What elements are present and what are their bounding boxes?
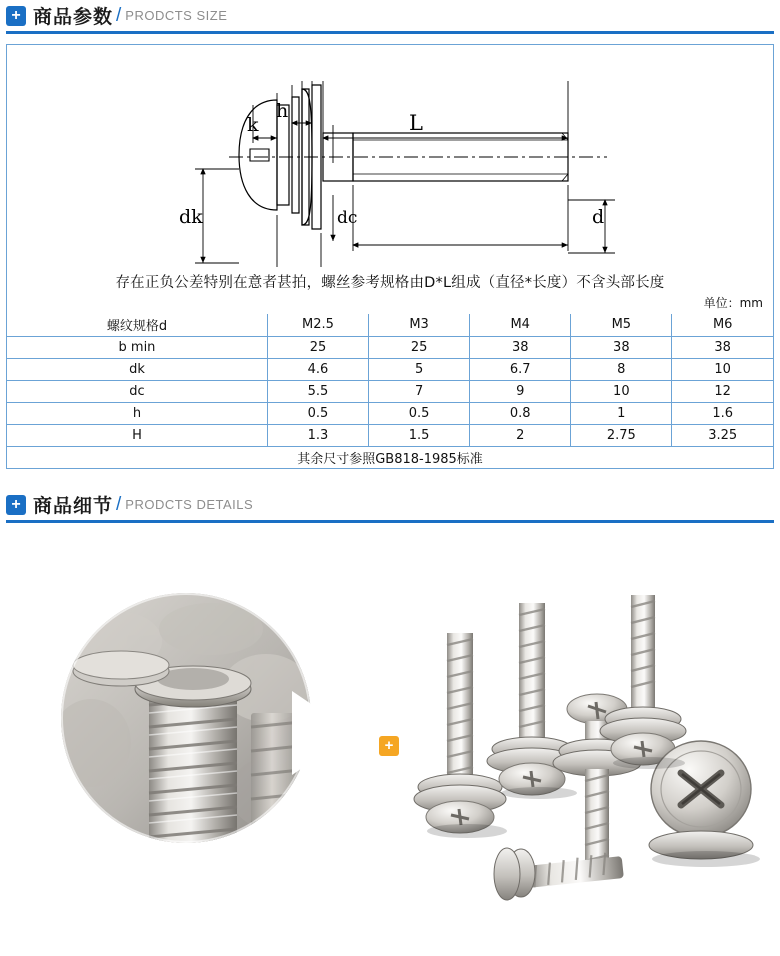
plus-badge-icon: + [379, 736, 399, 756]
table-cell: 8 [571, 358, 672, 380]
section-title-separator: / [116, 4, 122, 26]
spec-table [7, 314, 773, 468]
table-row [7, 336, 773, 358]
section-title-cn: 商品参数 [33, 6, 114, 28]
table-cell: 38 [571, 336, 672, 358]
product-detail-photos [6, 573, 774, 953]
table-cell: M5 [571, 314, 672, 336]
row-label: dc [7, 380, 267, 402]
table-cell: 10 [672, 358, 773, 380]
table-cell: 4.6 [267, 358, 368, 380]
table-cell: M2.5 [267, 314, 368, 336]
label-k: k [247, 114, 259, 136]
table-cell: 38 [470, 336, 571, 358]
table-cell: M6 [672, 314, 773, 336]
zoom-photo [61, 593, 311, 843]
table-cell: 10 [571, 380, 672, 402]
zoom-photo-caption [6, 573, 7, 574]
table-cell: 5.5 [267, 380, 368, 402]
table-cell: 0.8 [470, 402, 571, 424]
table-cell: 2.75 [571, 424, 672, 446]
group-photo-caption [6, 573, 7, 574]
row-label: dk [7, 358, 267, 380]
section-header-details [6, 489, 774, 523]
row-label: H [7, 424, 267, 446]
section-header-params [6, 0, 774, 34]
tolerance-note: 存在正负公差特别在意者甚拍，螺丝参考规格由D*L组成（直径*长度）不含头部长度 [115, 275, 665, 291]
table-footer-row [7, 446, 773, 468]
technical-drawing [7, 45, 773, 267]
section-title-separator: / [116, 493, 122, 515]
table-cell: 2 [470, 424, 571, 446]
table-cell: 38 [672, 336, 773, 358]
label-d: d [592, 206, 605, 228]
unit-label: 单位：mm [703, 296, 763, 310]
section-title-en: PRODCTS SIZE [125, 8, 228, 23]
table-cell: 1.6 [672, 402, 773, 424]
plus-icon: + [6, 495, 26, 515]
label-h: h [276, 100, 289, 122]
table-cell: 1.3 [267, 424, 368, 446]
table-cell: 0.5 [369, 402, 470, 424]
table-cell: 6.7 [470, 358, 571, 380]
table-cell: 12 [672, 380, 773, 402]
label-dc: dc [337, 208, 358, 228]
table-cell: 3.25 [672, 424, 773, 446]
label-dk: dk [179, 206, 203, 228]
table-cell: 0.5 [267, 402, 368, 424]
row-label: h [7, 402, 267, 424]
arrow-pointer-icon [292, 691, 354, 775]
table-cell: 1.5 [369, 424, 470, 446]
table-row [7, 358, 773, 380]
section-title-en: PRODCTS DETAILS [125, 497, 254, 512]
table-cell: 25 [267, 336, 368, 358]
table-row [7, 424, 773, 446]
table-cell: 25 [369, 336, 470, 358]
table-footer-note: 其余尺寸参照GB818-1985标准 [7, 446, 773, 468]
table-cell: M3 [369, 314, 470, 336]
table-cell: 5 [369, 358, 470, 380]
table-row [7, 402, 773, 424]
label-L: L [409, 111, 423, 135]
section-title-cn: 商品细节 [33, 495, 114, 517]
table-cell: 9 [470, 380, 571, 402]
table-row [7, 314, 773, 336]
table-row [7, 380, 773, 402]
row-label: b min [7, 336, 267, 358]
group-photo [401, 573, 771, 913]
table-cell: 1 [571, 402, 672, 424]
row-label: 螺纹规格d [7, 314, 267, 336]
label-b [453, 266, 466, 267]
spec-block [6, 44, 774, 469]
plus-icon: + [6, 6, 26, 26]
table-cell: M4 [470, 314, 571, 336]
table-cell: 7 [369, 380, 470, 402]
